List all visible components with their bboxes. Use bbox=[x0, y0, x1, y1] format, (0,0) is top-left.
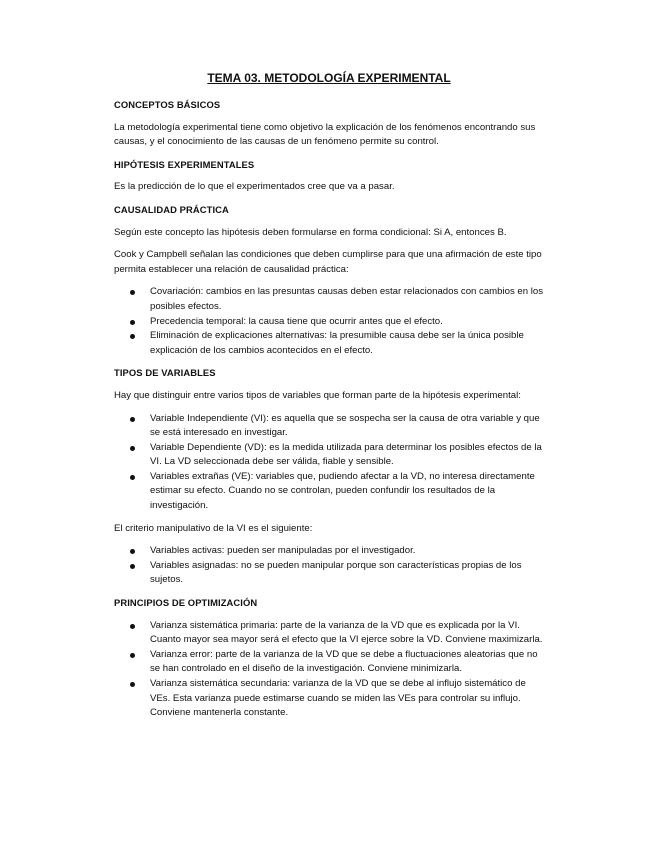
list-item-text: Covariación: cambios en las presuntas causas deben estar relacionados con cambios en los posibles efectos. bbox=[150, 286, 544, 312]
list-item-text: Varianza sistemática secundaria: varianza de la VD que se debe al influjo sistemático de VEs. Esta varianza puede estimarse cuando se miden las VEs para controlar su influjo. Conviene mantenerla constante. bbox=[150, 678, 526, 719]
document-page bbox=[114, 70, 544, 729]
list-item-text: Variables extrañas (VE): variables que, pudiendo afectar a la VD, no interesa directamente estimar su efecto. Cuando no se controlan, pueden confundir los resultados de la investigación. bbox=[150, 470, 535, 512]
list-item bbox=[114, 544, 544, 559]
bullet-icon bbox=[130, 475, 135, 480]
bullet-icon bbox=[130, 417, 135, 422]
paragraph-tipos-2: El criterio manipulativo de la VI es el siguiente: bbox=[114, 522, 313, 534]
list-item bbox=[114, 441, 544, 470]
paragraph-tipos-1: Hay que distinguir entre varios tipos de variables que forman parte de la hipótesis experimental: bbox=[114, 389, 521, 401]
section-heading-causalidad: CAUSALIDAD PRÁCTICA bbox=[114, 203, 229, 215]
list-item bbox=[114, 677, 544, 721]
bullet-icon bbox=[130, 682, 135, 687]
document-title: TEMA 03. METODOLOGÍA EXPERIMENTAL bbox=[207, 71, 451, 85]
bullet-icon bbox=[130, 564, 135, 569]
paragraph-causalidad-1: Según este concepto las hipótesis deben formularse en forma condicional: Si A, entonces B. bbox=[114, 226, 507, 238]
paragraph-conceptos: La metodología experimental tiene como objetivo la explicación de los fenómenos encontrando sus causas, y el conocimiento de las causas de un fenómeno permite su control. bbox=[114, 121, 536, 148]
bullet-icon bbox=[130, 549, 135, 554]
list-item bbox=[114, 619, 544, 648]
list-item-text: Varianza error: parte de la varianza de la VD que se debe a fluctuaciones aleatorias que no se han controlado en el diseño de la investigación. Conviene minimizarla. bbox=[150, 648, 538, 675]
list-item bbox=[114, 285, 544, 314]
bullet-icon bbox=[130, 446, 135, 451]
list-item bbox=[114, 559, 544, 588]
list-item bbox=[114, 470, 544, 514]
list-item bbox=[114, 648, 544, 677]
list-item bbox=[114, 412, 544, 441]
list-item bbox=[114, 329, 544, 358]
list-item-text: Eliminación de explicaciones alternativas: la presumible causa debe ser la única posible explicación de los cambios acontecidos en el efecto. bbox=[150, 330, 524, 356]
list-principios bbox=[114, 619, 544, 721]
section-heading-hipotesis: HIPÓTESIS EXPERIMENTALES bbox=[114, 158, 255, 170]
list-criterio bbox=[114, 544, 544, 588]
bullet-icon bbox=[130, 334, 135, 339]
list-causalidad bbox=[114, 285, 544, 358]
paragraph-hipotesis: Es la predicción de lo que el experimentados cree que va a pasar. bbox=[114, 181, 395, 193]
section-heading-conceptos: CONCEPTOS BÁSICOS bbox=[114, 99, 221, 110]
list-item-text: Variable Independiente (VI): es aquella que se sospecha ser la causa de otra variable y que se está interesado en investigar. bbox=[150, 412, 540, 439]
section-heading-principios: PRINCIPIOS DE OPTIMIZACIÓN bbox=[114, 597, 258, 609]
bullet-icon bbox=[130, 653, 135, 658]
section-heading-tipos: TIPOS DE VARIABLES bbox=[114, 367, 216, 379]
list-item-text: Variables asignadas: no se pueden manipular porque son características propias de los sujetos. bbox=[150, 559, 522, 586]
bullet-icon bbox=[130, 290, 135, 295]
paragraph-causalidad-2: Cook y Campbell señalan las condiciones que deben cumplirse para que una afirmación de este tipo permita establecer una relación de causalidad práctica: bbox=[114, 249, 542, 275]
list-item-text: Variable Dependiente (VD): es la medida utilizada para determinar los posibles efectos de la VI. La VD seleccionada debe ser válida, fiable y sensible. bbox=[150, 441, 542, 468]
list-tipos bbox=[114, 412, 544, 514]
bullet-icon bbox=[130, 320, 135, 325]
list-item-text: Varianza sistemática primaria: parte de la varianza de la VD que es explicada por la VI. Cuanto mayor sea mayor será el efecto que la VI ejerce sobre la VD. Conviene maximizarla. bbox=[150, 619, 543, 646]
list-item-text: Precedencia temporal: la causa tiene que ocurrir antes que el efecto. bbox=[150, 315, 443, 327]
list-item bbox=[114, 315, 544, 330]
list-item-text: Variables activas: pueden ser manipuladas por el investigador. bbox=[150, 545, 416, 557]
bullet-icon bbox=[130, 624, 135, 629]
